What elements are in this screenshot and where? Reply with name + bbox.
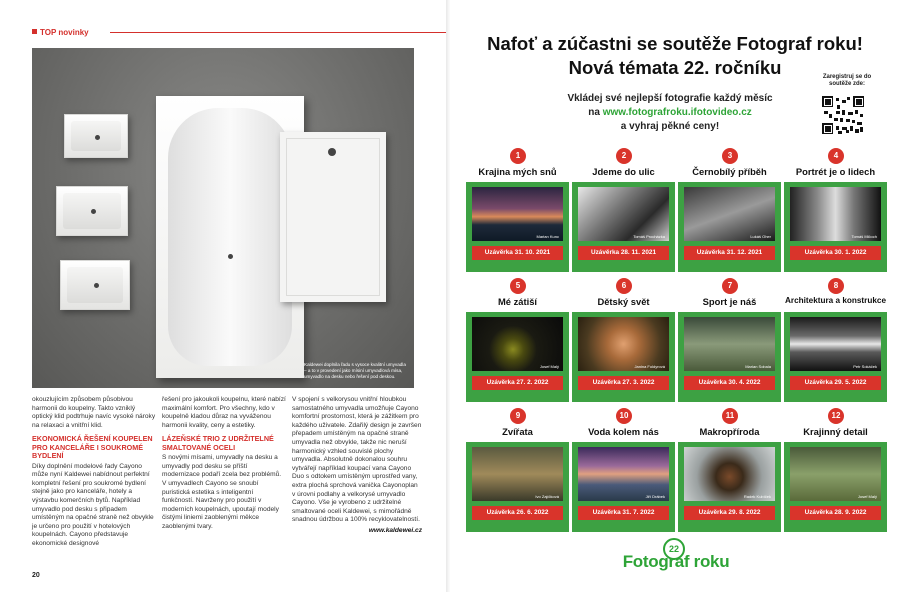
theme-deadline: Uzávěrka 31. 10. 2021 (472, 246, 563, 260)
contest-subtitle (510, 92, 830, 134)
theme-deadline: Uzávěrka 27. 2. 2022 (472, 376, 563, 390)
text-column-2 (162, 396, 286, 534)
theme-photo (790, 187, 881, 241)
theme-deadline: Uzávěrka 31. 7. 2022 (578, 506, 669, 520)
theme-frame (678, 442, 781, 532)
theme-frame (678, 182, 781, 272)
photo-credit: Jiří Drábek (645, 494, 665, 499)
theme-title: Architektura a konstrukce (784, 296, 887, 305)
theme-number-badge: 9 (510, 408, 526, 424)
theme-number-badge: 8 (828, 278, 844, 294)
sink-undercounter-image (60, 260, 130, 310)
theme-frame (784, 182, 887, 272)
photo-credit: Ivo Zajíčková (535, 494, 559, 499)
photo-credit: Marian Sobala (745, 364, 771, 369)
photo-credit: Lukáš Oher (750, 234, 771, 239)
theme-deadline: Uzávěrka 27. 3. 2022 (578, 376, 669, 390)
theme-number-badge: 6 (616, 278, 632, 294)
theme-title: Portrét je o lidech (795, 166, 876, 177)
theme-deadline: Uzávěrka 30. 1. 2022 (790, 246, 881, 260)
theme-frame (784, 442, 887, 532)
photo-credit: Tomáš Mlčoch (851, 234, 877, 239)
theme-frame (678, 312, 781, 402)
text-column-1 (32, 396, 156, 551)
contest-url-link[interactable]: www.fotografroku.ifotovideo.cz (602, 107, 752, 118)
theme-title: Makropříroda (699, 426, 760, 437)
theme-frame (572, 442, 675, 532)
theme-deadline: Uzávěrka 26. 6. 2022 (472, 506, 563, 520)
sink-bowl-image (64, 114, 128, 158)
theme-photo (684, 317, 775, 371)
paragraph: V spojení s velkorysou vnitřní hloubkou samostatného umyvadla umožňuje Cayono komfortní prostornost, která je zážitkem pro každého uživatele. Zdařilý design je završen přepadem umístěným na opačné straně umyvadla než obvykle, takže nic neruší harmonický vzhled souvislé plochy umyvadla. Absolutně dokonalou souhru vytvářejí například koupací vana Cayono Duo s odtokem umístěným uprostřed vany, extra plochá sprchová vanička Cayonoplan v úrovni podlahy a velkorysé umyvadlo Cayono. Vše je vyrobeno z udržitelné smaltované oceli Kaldewei, s mimořádně snadnou údržbou a 100% recyklovatelností. (292, 396, 422, 524)
photo-credit: Josef Malý (539, 364, 559, 369)
theme-photo (472, 187, 563, 241)
theme-number-badge: 2 (616, 148, 632, 164)
theme-photo (578, 187, 669, 241)
theme-deadline: Uzávěrka 29. 8. 2022 (684, 506, 775, 520)
theme-title: Dětský svět (597, 296, 650, 307)
theme-frame (572, 312, 675, 402)
theme-photo (472, 317, 563, 371)
theme-frame (572, 182, 675, 272)
website-link[interactable]: www.kaldewei.cz (368, 526, 422, 534)
text-column-3 (292, 396, 422, 536)
theme-number-badge: 1 (510, 148, 526, 164)
theme-title: Sport je náš (702, 296, 757, 307)
shower-tray-image (280, 132, 386, 302)
bathroom-photo (32, 48, 414, 388)
paragraph: Díky doplnění modelové řady Cayono může nyní Kaldewei nabídnout perfektní kompletní řešení pro soukromé bydlení stejně jako pro kanceláře, hotely a výstavbu komerčních bytů. Například umyvadlo pod desku s připadem umístěným na opačné straně než obvykle je určeno pro použití v hotelových koupelnách. Cayono představuje ekonomické designové (32, 462, 154, 547)
theme-title: Zvířata (502, 426, 533, 437)
paragraph: řešení pro jakoukoli koupelnu, které nabízí maximální komfort. Pro všechny, kdo v koupelně kladou důraz na vyváženou harmonii kvality, ceny a estetiky. (162, 396, 286, 429)
theme-title: Černobílý příběh (692, 166, 767, 177)
theme-photo (790, 447, 881, 501)
theme-photo (684, 447, 775, 501)
theme-photo (578, 317, 669, 371)
page-number: 20 (32, 572, 40, 579)
theme-number-badge: 3 (722, 148, 738, 164)
title-line-1: Nafoť a zúčastni se soutěže Fotograf roku! (487, 33, 863, 54)
theme-deadline: Uzávěrka 29. 5. 2022 (790, 376, 881, 390)
photo-caption: Kaldewei doplnila řadu s vysoce kvalitní umyvadla – a to v provedení jako mísiní umyvadlová mísa, umyvadlo na desku nebo řešení pod deskou. (304, 362, 406, 379)
theme-deadline: Uzávěrka 31. 12. 2021 (684, 246, 775, 260)
section-rule (110, 32, 450, 33)
theme-photo (472, 447, 563, 501)
theme-number-badge: 11 (722, 408, 738, 424)
photo-credit: Radek Kubíček (743, 494, 771, 499)
right-page (450, 0, 900, 592)
subheading: LÁZEŇSKÉ TRIO Z UDRŽITELNÉ SMALTOVANÉ OCELI (162, 434, 274, 452)
photo-credit: Petr Sokáček (853, 364, 877, 369)
theme-title: Krajina mých snů (478, 166, 557, 177)
theme-frame (784, 312, 887, 402)
photo-credit: Josef Malý (857, 494, 877, 499)
theme-number-badge: 12 (828, 408, 844, 424)
theme-photo (684, 187, 775, 241)
photo-credit: Tomáš Procházka (633, 234, 665, 239)
fotograf-roku-logo: Fotograf roku (622, 552, 730, 571)
theme-title: Jdeme do ulic (592, 166, 655, 177)
theme-frame (466, 442, 569, 532)
photo-credit: Janina Foldyrová (634, 364, 665, 369)
title-line-2: Nová témata 22. ročníku (568, 57, 782, 78)
theme-frame (466, 312, 569, 402)
theme-number-badge: 5 (510, 278, 526, 294)
theme-frame (466, 182, 569, 272)
logo-badge-number: 22 (663, 538, 685, 560)
theme-number-badge: 10 (616, 408, 632, 424)
subtitle-line-3: a vyhraj pěkné ceny! (620, 121, 720, 132)
theme-number-badge: 4 (828, 148, 844, 164)
photo-credit: Marian Kunc (536, 234, 559, 239)
theme-photo (790, 317, 881, 371)
qr-label: Zaregistruj se do soutěže zde: (822, 74, 872, 87)
sink-countertop-image (56, 186, 128, 236)
theme-photo (578, 447, 669, 501)
subtitle-line-1: Vkládej své nejlepší fotografie každý měsíc (567, 93, 773, 104)
subtitle-line-2: na www.fotografroku.ifotovideo.cz (588, 107, 752, 118)
section-label: TOP novinky (32, 28, 89, 37)
theme-title: Voda kolem nás (588, 426, 659, 437)
subheading: EKONOMICKÁ ŘEŠENÍ KOUPELEN PRO KANCELÁŘE I SOUKROMÉ BYDLENÍ (32, 434, 153, 461)
theme-title: Mé zátiší (497, 296, 538, 307)
contest-title (450, 32, 900, 80)
theme-deadline: Uzávěrka 30. 4. 2022 (684, 376, 775, 390)
theme-deadline: Uzávěrka 28. 9. 2022 (790, 506, 881, 520)
paragraph: S novými mísami, umyvadly na desku a umyvadly pod desku se příští modernizace podaří zcela bez problémů. V umyvadlech Cayono se snoubí puristická estetika s inteligentní funkčností. Navrženy pro použití v moderních koupelnách, upoutají modely čistými liniemi zaoblenými měkce zaoblenými tvary. (162, 454, 282, 530)
paragraph: okouzlujícím způsobem působivou harmonii do koupelny. Takto vzniklý optický klid podtrhuje navíc vysoké nároky na relaxaci a vnitřní klid. (32, 396, 156, 429)
theme-number-badge: 7 (722, 278, 738, 294)
theme-title: Krajinný detail (803, 426, 868, 437)
qr-code-icon[interactable] (822, 96, 864, 134)
theme-deadline: Uzávěrka 28. 11. 2021 (578, 246, 669, 260)
